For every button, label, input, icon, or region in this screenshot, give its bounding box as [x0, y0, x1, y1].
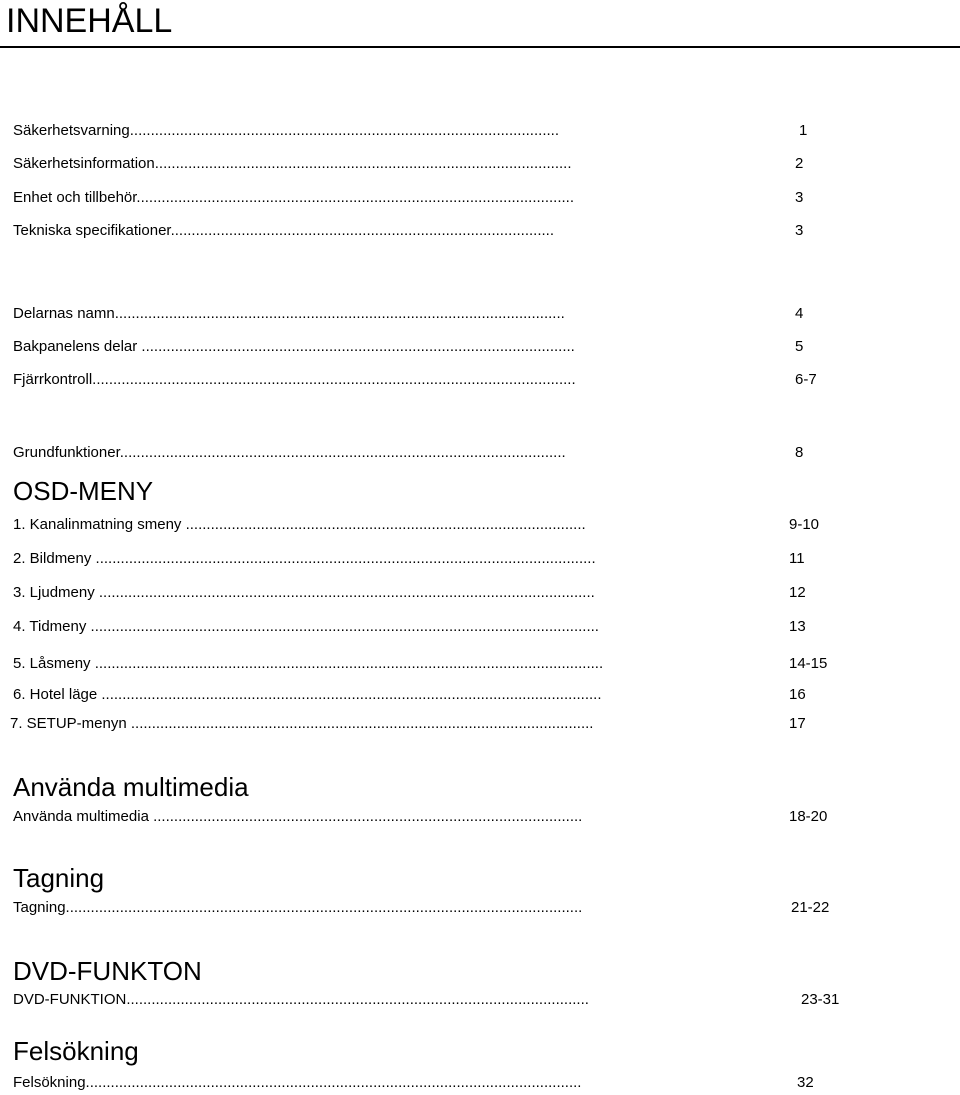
toc-entry-felsokning[interactable] — [13, 1074, 843, 1092]
toc-entry-text: Säkerhetsvarning....................................................................................................... — [13, 122, 559, 139]
toc-entry-dvd-funktion[interactable] — [13, 991, 863, 1009]
toc-entry-text: Enhet och tillbehör......................................................................................................... — [13, 189, 575, 206]
toc-entry-page: 16 — [785, 686, 806, 704]
section-heading-dvd-funkton: DVD-FUNKTON — [13, 956, 202, 986]
toc-entry-text: Fjärrkontroll.................................................................................................................... — [13, 371, 576, 388]
toc-entry-page: 11 — [785, 550, 805, 568]
toc-entry-text: Använda multimedia ....................................................................................................... — [13, 808, 583, 825]
toc-entry-page: 12 — [785, 584, 806, 602]
toc-entry-bildmeny[interactable] — [13, 550, 833, 568]
toc-entry-page: 13 — [785, 618, 806, 636]
toc-entry-text: Säkerhetsinformation.................................................................................................... — [13, 155, 572, 172]
toc-entry-enhet-och-tillbehor[interactable] — [13, 189, 821, 207]
toc-entry-page: 18-20 — [785, 808, 827, 826]
toc-entry-text: Bakpanelens delar ........................................................................................................ — [13, 338, 575, 355]
toc-entry-page: 17 — [785, 715, 806, 733]
toc-entry-setup-menyn[interactable] — [10, 715, 830, 733]
toc-entry-page: 1 — [795, 122, 807, 140]
toc-entry-page: 6-7 — [789, 371, 817, 389]
toc-entry-text: 1. Kanalinmatning smeny ................................................................................................ — [13, 516, 586, 533]
title-bar — [0, 0, 960, 48]
toc-entry-text: 2. Bildmeny ........................................................................................................................ — [13, 550, 596, 567]
toc-entry-text: DVD-FUNKTION............................................................................................................... — [13, 991, 589, 1008]
section-heading-tagning: Tagning — [13, 863, 105, 893]
section-heading-felsokning: Felsökning — [13, 1036, 139, 1066]
toc-entry-text: Felsökning....................................................................................................................... — [13, 1074, 582, 1091]
toc-entry-anvanda-multimedia[interactable] — [13, 808, 853, 826]
toc-entry-ljudmeny[interactable] — [13, 584, 833, 602]
toc-entry-sakerhetsvarning[interactable] — [13, 122, 813, 140]
toc-entry-text: 7. SETUP-menyn ............................................................................................................... — [10, 715, 594, 732]
toc-entry-page: 21-22 — [785, 899, 829, 917]
toc-entry-text: 4. Tidmeny .......................................................................................................................... — [13, 618, 599, 635]
toc-entry-text: 3. Ljudmeny ....................................................................................................................... — [13, 584, 595, 601]
toc-entry-page: 3 — [785, 189, 803, 207]
toc-entry-page: 8 — [789, 444, 803, 462]
toc-entry-grundfunktioner[interactable] — [13, 444, 821, 462]
toc-entry-tagning[interactable] — [13, 899, 853, 917]
toc-entry-hotel-lage[interactable] — [13, 686, 833, 704]
toc-entry-text: Tagning............................................................................................................................ — [13, 899, 583, 916]
toc-entry-text: Tekniska specifikationer............................................................................................ — [13, 222, 554, 239]
page-title: INNEHÅLL — [6, 2, 173, 40]
toc-entry-page: 2 — [789, 155, 803, 173]
toc-entry-tekniska-specifikationer[interactable] — [13, 222, 821, 240]
toc-entry-fjarrkontroll[interactable] — [13, 371, 833, 389]
toc-entry-page: 4 — [789, 305, 803, 323]
toc-entry-page: 32 — [785, 1074, 814, 1092]
toc-entry-page: 23-31 — [785, 991, 839, 1009]
toc-entry-text: Delarnas namn............................................................................................................ — [13, 305, 565, 322]
toc-entry-tidmeny[interactable] — [13, 618, 833, 636]
toc-entry-text: 5. Låsmeny .......................................................................................................................... — [13, 655, 604, 672]
toc-entry-page: 14-15 — [785, 655, 827, 673]
toc-entry-text: Grundfunktioner........................................................................................................... — [13, 444, 566, 461]
toc-entry-text: 6. Hotel läge ........................................................................................................................ — [13, 686, 602, 703]
toc-entry-lasmeny[interactable] — [13, 655, 853, 673]
toc-entry-sakerhetsinformation[interactable] — [13, 155, 821, 173]
toc-entry-kanalinmatning[interactable] — [13, 516, 843, 534]
toc-entry-page: 3 — [785, 222, 803, 240]
toc-entry-page: 5 — [789, 338, 803, 356]
section-heading-anvanda-multimedia: Använda multimedia — [13, 772, 249, 802]
toc-entry-bakpanelens-delar[interactable] — [13, 338, 821, 356]
toc-entry-delarnas-namn[interactable] — [13, 305, 821, 323]
toc-entry-page: 9-10 — [785, 516, 819, 534]
section-heading-osd-meny: OSD-MENY — [13, 476, 154, 506]
